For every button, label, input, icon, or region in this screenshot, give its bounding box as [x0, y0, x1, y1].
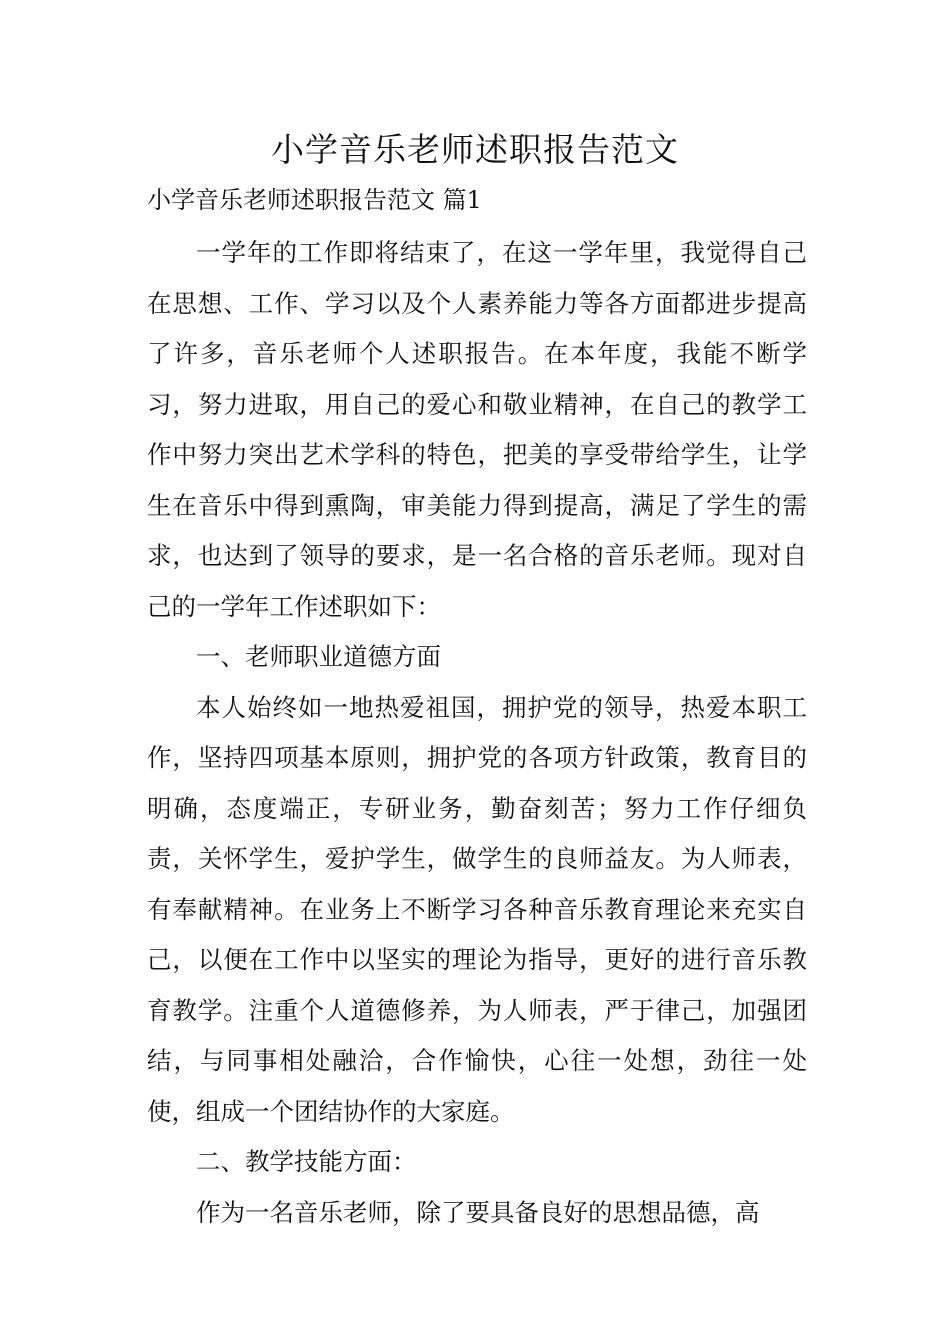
document-body: [147, 228, 807, 1238]
section-heading-skills: 二、教学技能方面：: [196, 1147, 417, 1176]
document-subtitle: 小学音乐老师述职报告范文 篇1: [147, 186, 482, 214]
paragraph-ethics: 本人始终如一地热爱祖国，拥护党的领导，热爱本职工作，坚持四项基本原则，拥护党的各项方针政策，教育目的明确，态度端正，专研业务，勤奋刻苦；努力工作仔细负责，关怀学生，爱护学生，做学生的良师益友。为人师表，有奉献精神。在业务上不断学习各种音乐教育理论来充实自己，以便在工作中以坚实的理论为指导，更好的进行音乐教育教学。注重个人道德修养，为人师表，严于律己，加强团结，与同事相处融洽，合作愉快，心往一处想，劲往一处使，组成一个团结协作的大家庭。: [147, 692, 807, 1126]
section-heading-ethics: 一、老师职业道德方面: [196, 642, 441, 671]
paragraph-skills: 作为一名音乐老师，除了要具备良好的思想品德，高: [196, 1197, 760, 1227]
document-title: 小学音乐老师述职报告范文: [271, 130, 679, 169]
paragraph-intro: 一学年的工作即将结束了，在这一学年里，我觉得自己在思想、工作、学习以及个人素养能力等各方面都进步提高了许多，音乐老师个人述职报告。在本年度，我能不断学习，努力进取，用自己的爱心和敬业精神，在自己的教学工作中努力突出艺术学科的特色，把美的享受带给学生，让学生在音乐中得到熏陶，审美能力得到提高，满足了学生的需求，也达到了领导的要求，是一名合格的音乐老师。现对自己的一学年工作述职如下：: [147, 238, 807, 621]
